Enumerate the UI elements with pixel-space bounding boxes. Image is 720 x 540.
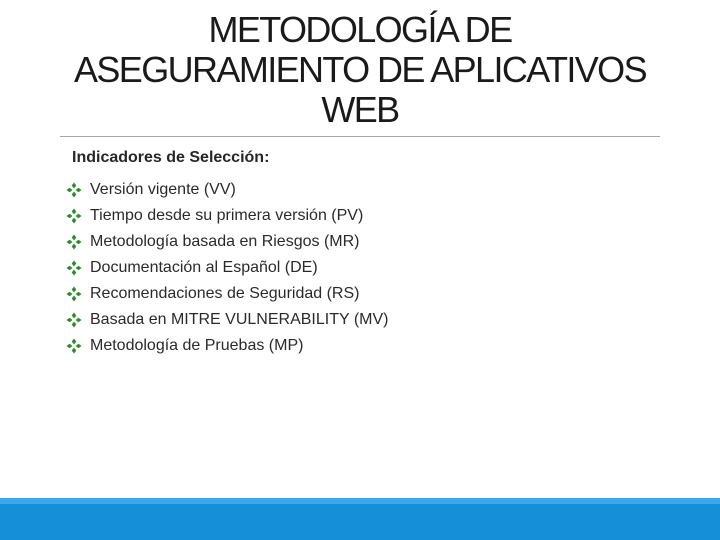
- diamond-quad-bullet-icon: [66, 182, 82, 198]
- footer-bar: [0, 498, 720, 540]
- bullet-item: [66, 203, 388, 229]
- diamond-quad-bullet-icon: [66, 338, 82, 354]
- diamond-quad-bullet-icon: [66, 260, 82, 276]
- slide-title: [40, 10, 680, 130]
- bullet-item: [66, 307, 388, 333]
- bullet-item: [66, 333, 388, 359]
- bullet-text: Versión vigente (VV): [90, 181, 236, 198]
- bullet-item: [66, 229, 388, 255]
- bullet-text: Documentación al Español (DE): [90, 259, 318, 276]
- title-line-1: METODOLOGÍA DE: [208, 9, 512, 50]
- bullet-item: [66, 281, 388, 307]
- diamond-quad-bullet-icon: [66, 208, 82, 224]
- diamond-quad-bullet-icon: [66, 234, 82, 250]
- bullet-text: Recomendaciones de Seguridad (RS): [90, 285, 360, 302]
- subheading: Indicadores de Selección:: [72, 149, 270, 166]
- bullet-item: [66, 255, 388, 281]
- title-divider: [60, 136, 660, 137]
- title-line-3: WEB: [321, 89, 399, 130]
- bullet-item: [66, 177, 388, 203]
- title-line-2: ASEGURAMIENTO DE APLICATIVOS: [73, 49, 647, 90]
- footer-bar-accent: [0, 498, 720, 504]
- bullet-text: Tiempo desde su primera versión (PV): [90, 207, 364, 224]
- diamond-quad-bullet-icon: [66, 286, 82, 302]
- bullet-text: Metodología basada en Riesgos (MR): [90, 233, 360, 250]
- bullet-text: Basada en MITRE VULNERABILITY (MV): [90, 311, 389, 328]
- diamond-quad-bullet-icon: [66, 312, 82, 328]
- bullet-list: [66, 177, 388, 359]
- bullet-text: Metodología de Pruebas (MP): [90, 337, 304, 354]
